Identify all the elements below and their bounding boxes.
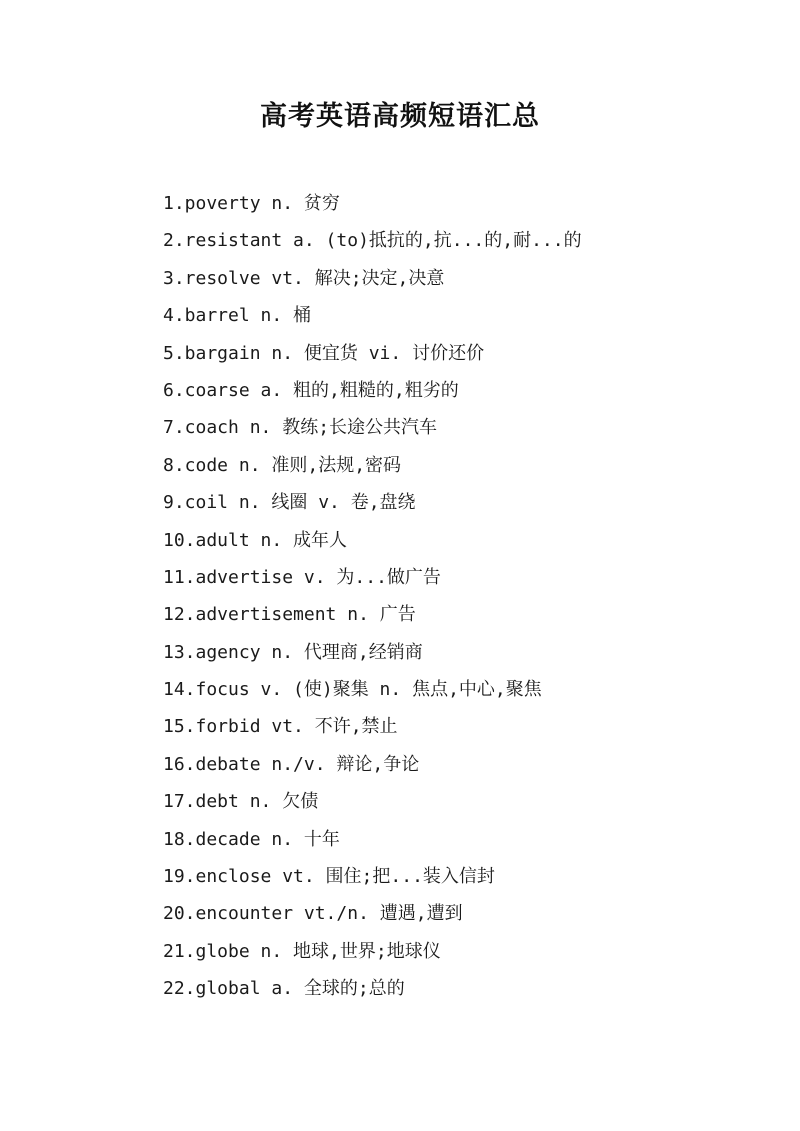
vocabulary-item: 12.advertisement n. 广告 (163, 604, 416, 626)
vocabulary-item: 2.resistant a. (to)抵抗的,抗...的,耐...的 (163, 230, 582, 252)
vocabulary-item: 20.encounter vt./n. 遭遇,遭到 (163, 903, 463, 925)
vocabulary-item: 21.globe n. 地球,世界;地球仪 (163, 940, 441, 962)
vocabulary-item: 13.agency n. 代理商,经销商 (163, 641, 423, 663)
vocabulary-item: 3.resolve vt. 解决;决定,决意 (163, 267, 445, 289)
vocabulary-item: 6.coarse a. 粗的,粗糙的,粗劣的 (163, 379, 459, 401)
vocabulary-item: 16.debate n./v. 辩论,争论 (163, 753, 420, 775)
vocabulary-item: 5.bargain n. 便宜货 vi. 讨价还价 (163, 342, 485, 364)
vocabulary-item: 4.barrel n. 桶 (163, 305, 312, 327)
vocabulary-item: 11.advertise v. 为...做广告 (163, 566, 441, 588)
vocabulary-item: 10.adult n. 成年人 (163, 529, 348, 551)
vocabulary-item: 9.coil n. 线圈 v. 卷,盘绕 (163, 492, 416, 514)
vocabulary-item: 15.forbid vt. 不许,禁止 (163, 716, 398, 738)
vocabulary-item: 22.global a. 全球的;总的 (163, 978, 405, 1000)
vocabulary-item: 1.poverty n. 贫穷 (163, 193, 340, 214)
vocabulary-item: 14.focus v. (使)聚集 n. 焦点,中心,聚焦 (163, 679, 542, 701)
vocabulary-item: 7.coach n. 教练;长途公共汽车 (163, 417, 438, 439)
vocabulary-list (163, 187, 763, 1010)
vocabulary-item: 19.enclose vt. 围住;把...装入信封 (163, 866, 495, 888)
vocabulary-item: 18.decade n. 十年 (163, 828, 340, 850)
vocabulary-item: 8.code n. 准则,法规,密码 (163, 454, 402, 476)
vocabulary-item: 17.debt n. 欠债 (163, 791, 319, 813)
document-title: 高考英语高频短语汇总 (260, 101, 540, 132)
